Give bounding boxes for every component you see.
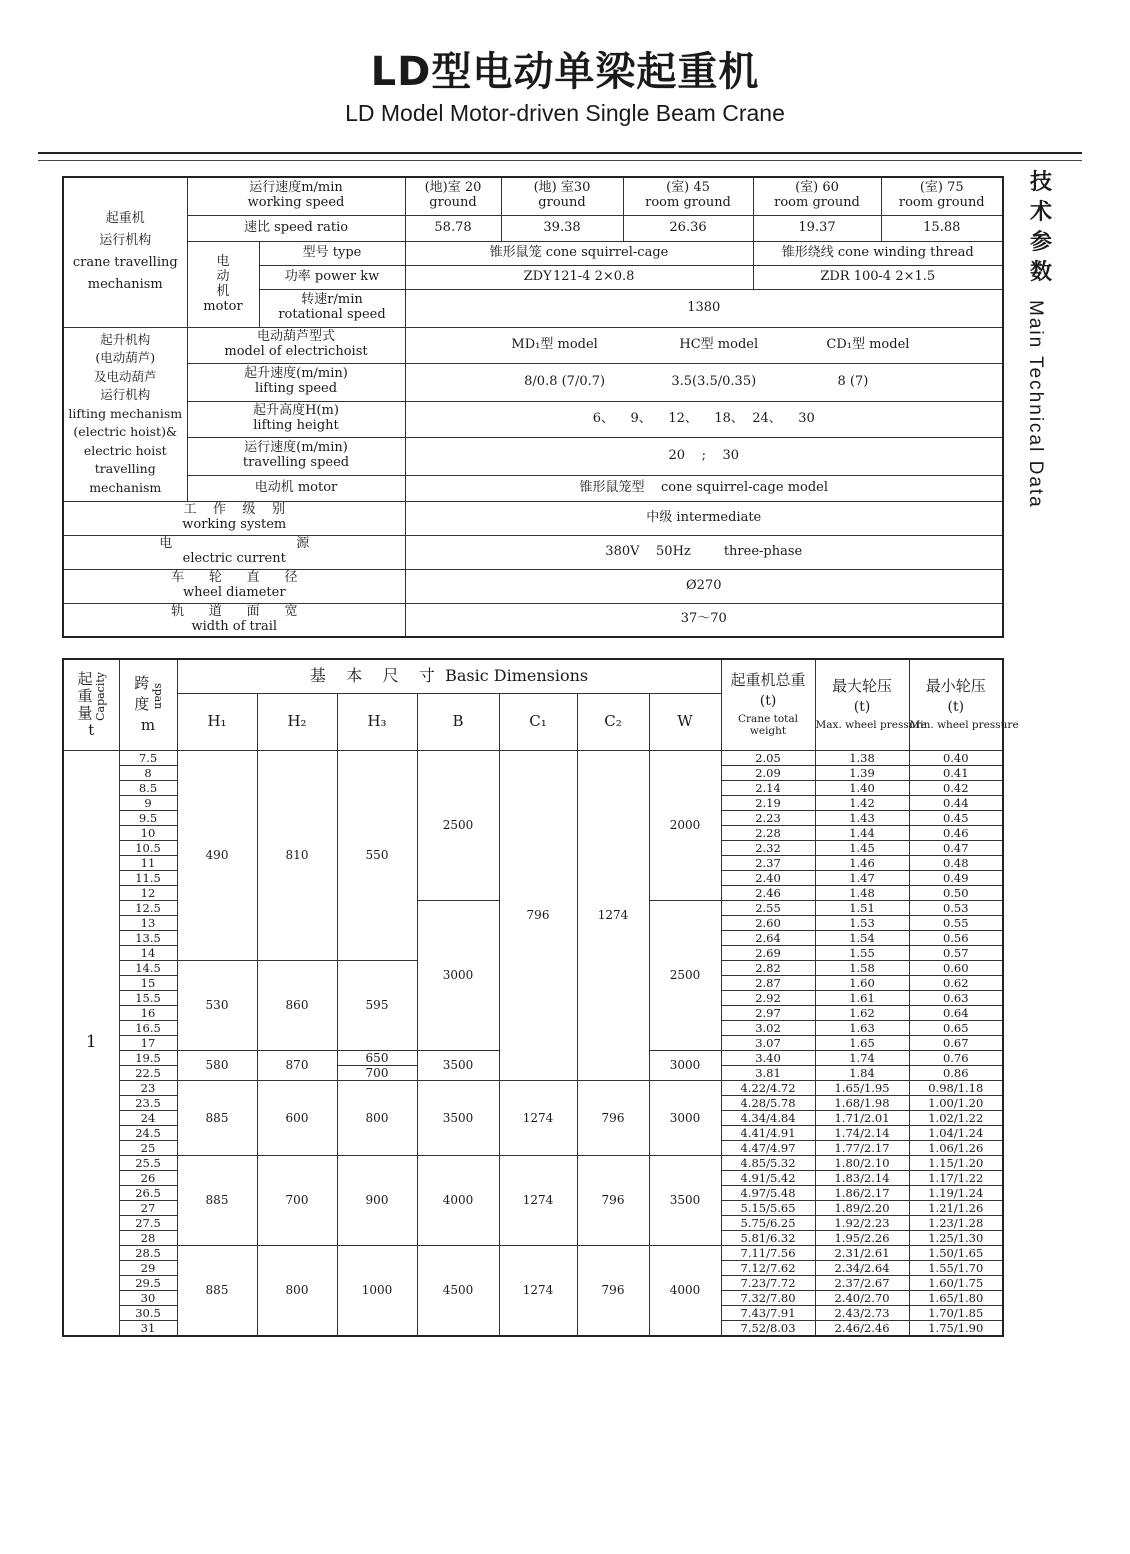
speed-col: (室) 45 room ground (623, 177, 753, 215)
speed-col: (地)室 20 ground (405, 177, 501, 215)
working-system-en: working system (182, 517, 287, 532)
h2-value: 800 (257, 1245, 337, 1336)
max-p-value: 1.45 (815, 840, 909, 855)
lifting-height-label: 起升高度H(m) lifting height (187, 401, 405, 437)
h2-value: 860 (257, 960, 337, 1050)
header-rule-thin (38, 160, 1082, 161)
max-p-value: 1.47 (815, 870, 909, 885)
wheel-diameter-value: Ø270 (405, 569, 1003, 603)
h2-value: 870 (257, 1050, 337, 1080)
speed-ratio: 39.38 (501, 215, 623, 241)
trail-width-value: 37～70 (405, 603, 1003, 637)
max-p-value: 1.80/2.10 (815, 1155, 909, 1170)
min-head-unit: (t) (947, 699, 965, 716)
min-p-value: 1.55/1.70 (909, 1260, 1003, 1275)
weights-value: 4.41/4.91 (721, 1125, 815, 1140)
lifting-height: 6、 9、 12、 18、 24、 30 (405, 401, 1003, 437)
travel-mechanism-label: 起重机 运行机构 crane travelling mechanism (63, 177, 187, 327)
span-value: 22.5 (119, 1065, 177, 1080)
h3-value: 650 (337, 1050, 417, 1065)
trail-width-cn: 轨 道 面 宽 (171, 603, 298, 619)
page-subtitle: LD Model Motor-driven Single Beam Crane (345, 100, 785, 126)
min-p-value: 1.00/1.20 (909, 1095, 1003, 1110)
speed-col: (室) 75 room ground (881, 177, 1003, 215)
span-unit: m (140, 716, 156, 735)
side-title-en: Main Technical Data (1025, 300, 1046, 509)
type-label: 型号 type (259, 241, 405, 265)
span-value: 31 (119, 1320, 177, 1336)
max-p-value: 1.65/1.95 (815, 1080, 909, 1095)
span-header (119, 659, 177, 750)
speed-ratio: 15.88 (881, 215, 1003, 241)
span-value: 26.5 (119, 1185, 177, 1200)
b-value: 3500 (417, 1050, 499, 1080)
b-value: 4000 (417, 1155, 499, 1245)
weights-value: 2.60 (721, 915, 815, 930)
max-p-value: 1.61 (815, 990, 909, 1005)
motor-power-b: ZDR 100-4 2×1.5 (753, 265, 1003, 289)
max-pressure-header (815, 659, 927, 750)
min-p-value: 0.40 (909, 750, 1003, 765)
min-p-value: 1.19/1.24 (909, 1185, 1003, 1200)
weights-value: 2.09 (721, 765, 815, 780)
max-p-value: 1.92/2.23 (815, 1215, 909, 1230)
span-value: 30 (119, 1290, 177, 1305)
weights-value: 5.15/5.65 (721, 1200, 815, 1215)
span-label-cn: 跨度 (132, 675, 151, 718)
max-p-value: 1.55 (815, 945, 909, 960)
span-value: 23.5 (119, 1095, 177, 1110)
max-p-value: 1.63 (815, 1020, 909, 1035)
min-p-value: 1.23/1.28 (909, 1215, 1003, 1230)
lifting-speed-label: 起升速度(m/min) lifting speed (187, 363, 405, 401)
min-p-value: 0.41 (909, 765, 1003, 780)
min-p-value: 0.65 (909, 1020, 1003, 1035)
col-head-c1: C₁ (499, 693, 577, 750)
h1-value: 885 (177, 1155, 257, 1245)
min-p-value: 0.44 (909, 795, 1003, 810)
max-p-value: 1.74 (815, 1050, 909, 1065)
weights-value: 7.32/7.80 (721, 1290, 815, 1305)
h2-value: 600 (257, 1080, 337, 1155)
span-value: 24.5 (119, 1125, 177, 1140)
max-p-value: 1.53 (815, 915, 909, 930)
lifting-speed: 3.5(3.5/0.35) (671, 373, 757, 389)
w-value: 3500 (649, 1155, 721, 1245)
min-p-value: 1.04/1.24 (909, 1125, 1003, 1140)
c1-value: 1274 (499, 1245, 577, 1336)
weight-head-cn: 起重机总重 (730, 671, 806, 690)
h3-value: 595 (337, 960, 417, 1050)
span-value: 26 (119, 1170, 177, 1185)
max-p-value: 1.68/1.98 (815, 1095, 909, 1110)
weights-value: 2.97 (721, 1005, 815, 1020)
capacity-label-en: Capacity (93, 671, 107, 721)
span-value: 10 (119, 825, 177, 840)
min-p-value: 1.25/1.30 (909, 1230, 1003, 1245)
weights-value: 3.81 (721, 1065, 815, 1080)
min-p-value: 1.70/1.85 (909, 1305, 1003, 1320)
span-value: 14.5 (119, 960, 177, 975)
speed-col: (地) 室30 ground (501, 177, 623, 215)
w-value: 4000 (649, 1245, 721, 1336)
min-p-value: 0.56 (909, 930, 1003, 945)
weights-value: 7.12/7.62 (721, 1260, 815, 1275)
h3-value: 550 (337, 750, 417, 960)
span-value: 12.5 (119, 900, 177, 915)
c2-value: 796 (577, 1245, 649, 1336)
weights-value: 7.43/7.91 (721, 1305, 815, 1320)
w-value: 3000 (649, 1050, 721, 1080)
weights-value: 4.85/5.32 (721, 1155, 815, 1170)
weights-value: 2.87 (721, 975, 815, 990)
max-p-value: 1.86/2.17 (815, 1185, 909, 1200)
span-value: 17 (119, 1035, 177, 1050)
min-p-value: 0.76 (909, 1050, 1003, 1065)
span-value: 24 (119, 1110, 177, 1125)
span-value: 8 (119, 765, 177, 780)
wheel-diameter-cn: 车 轮 直 径 (171, 570, 298, 586)
min-p-value: 1.17/1.22 (909, 1170, 1003, 1185)
b-value: 3500 (417, 1080, 499, 1155)
h1-value: 885 (177, 1080, 257, 1155)
weights-value: 2.05 (721, 750, 815, 765)
max-p-value: 1.62 (815, 1005, 909, 1020)
min-p-value: 0.57 (909, 945, 1003, 960)
span-value: 25 (119, 1140, 177, 1155)
h1-value: 580 (177, 1050, 257, 1080)
min-p-value: 0.62 (909, 975, 1003, 990)
working-speed-label: 运行速度m/min working speed (187, 177, 405, 215)
min-pressure-header (909, 659, 1019, 750)
col-head-h2: H₂ (257, 693, 337, 750)
table-row (63, 1080, 1003, 1095)
travelling-speed: 20 ; 30 (405, 437, 1003, 475)
min-p-value: 0.98/1.18 (909, 1080, 1003, 1095)
min-p-value: 1.50/1.65 (909, 1245, 1003, 1260)
col-head-h3: H₃ (337, 693, 417, 750)
speed-ratio: 58.78 (405, 215, 501, 241)
min-p-value: 1.02/1.22 (909, 1110, 1003, 1125)
max-p-value: 1.83/2.14 (815, 1170, 909, 1185)
span-value: 13.5 (119, 930, 177, 945)
max-p-value: 1.77/2.17 (815, 1140, 909, 1155)
hoist-model: HC型 model (679, 336, 759, 352)
min-p-value: 0.55 (909, 915, 1003, 930)
max-p-value: 1.42 (815, 795, 909, 810)
wheel-diameter-en: wheel diameter (182, 585, 286, 600)
min-p-value: 1.15/1.20 (909, 1155, 1003, 1170)
weights-value: 2.46 (721, 885, 815, 900)
min-p-value: 0.49 (909, 870, 1003, 885)
span-value: 7.5 (119, 750, 177, 765)
min-p-value: 0.67 (909, 1035, 1003, 1050)
c2-value: 796 (577, 1080, 649, 1155)
min-p-value: 1.21/1.26 (909, 1200, 1003, 1215)
col-head-c2: C₂ (577, 693, 649, 750)
span-value: 16.5 (119, 1020, 177, 1035)
max-p-value: 1.89/2.20 (815, 1200, 909, 1215)
max-p-value: 1.38 (815, 750, 909, 765)
weights-value: 4.34/4.84 (721, 1110, 815, 1125)
weights-value: 7.52/8.03 (721, 1320, 815, 1336)
max-p-value: 1.48 (815, 885, 909, 900)
capacity-unit: t (88, 720, 95, 739)
max-head-cn: 最大轮压 (832, 677, 893, 696)
max-p-value: 2.46/2.46 (815, 1320, 909, 1336)
min-p-value: 0.63 (909, 990, 1003, 1005)
speed-ratio: 26.36 (623, 215, 753, 241)
weights-value: 7.23/7.72 (721, 1275, 815, 1290)
hoist-model: MD₁型 model (511, 336, 598, 352)
max-p-value: 1.43 (815, 810, 909, 825)
min-p-value: 0.42 (909, 780, 1003, 795)
max-p-value: 1.54 (815, 930, 909, 945)
weights-value: 2.23 (721, 810, 815, 825)
min-p-value: 0.48 (909, 855, 1003, 870)
weights-value: 5.75/6.25 (721, 1215, 815, 1230)
electric-current-cn: 电 源 (159, 536, 310, 552)
power-label: 功率 power kw (259, 265, 405, 289)
motor-power-a: ZDY 121-4 2×0.8 (405, 265, 753, 289)
weights-value: 2.32 (721, 840, 815, 855)
weights-value: 4.28/5.78 (721, 1095, 815, 1110)
capacity-label-cn: 起重量 (75, 670, 94, 722)
max-p-value: 2.43/2.73 (815, 1305, 909, 1320)
wheel-diameter-label (63, 569, 405, 603)
b-value: 2500 (417, 750, 499, 900)
h2-value: 810 (257, 750, 337, 960)
w-value: 2500 (649, 900, 721, 1050)
basic-dimensions-header: 基 本 尺 寸 Basic Dimensions (177, 659, 721, 693)
max-p-value: 1.71/2.01 (815, 1110, 909, 1125)
working-system-value: 中级 intermediate (405, 501, 1003, 535)
electric-current-en: electric current (182, 551, 286, 566)
weights-value: 2.19 (721, 795, 815, 810)
electric-current-label (63, 535, 405, 569)
span-value: 30.5 (119, 1305, 177, 1320)
motor-label: 电 动 机 motor (187, 241, 259, 327)
col-head-b: B (417, 693, 499, 750)
speed-ratio-label: 速比 speed ratio (187, 215, 405, 241)
capacity-header (63, 659, 119, 750)
min-p-value: 0.50 (909, 885, 1003, 900)
table-row (63, 1155, 1003, 1170)
h1-value: 530 (177, 960, 257, 1050)
c1-value: 1274 (499, 1155, 577, 1245)
weights-value: 2.92 (721, 990, 815, 1005)
lifting-speeds (405, 363, 1003, 401)
span-value: 28.5 (119, 1245, 177, 1260)
w-value: 2000 (649, 750, 721, 900)
max-p-value: 2.37/2.67 (815, 1275, 909, 1290)
max-p-value: 1.60 (815, 975, 909, 990)
header-rule (38, 152, 1082, 154)
table-row (63, 1245, 1003, 1260)
max-p-value: 1.46 (815, 855, 909, 870)
span-value: 28 (119, 1230, 177, 1245)
min-p-value: 0.45 (909, 810, 1003, 825)
c2-value: 796 (577, 1155, 649, 1245)
speed-col: (室) 60 room ground (753, 177, 881, 215)
min-p-value: 1.65/1.80 (909, 1290, 1003, 1305)
min-p-value: 0.60 (909, 960, 1003, 975)
motor-type-b: 锥形绕线 cone winding thread (753, 241, 1003, 265)
weight-header (721, 659, 815, 750)
min-head-cn: 最小轮压 (925, 677, 986, 696)
max-p-value: 1.40 (815, 780, 909, 795)
weights-value: 2.55 (721, 900, 815, 915)
c1-value: 796 (499, 750, 577, 1080)
weights-value: 3.07 (721, 1035, 815, 1050)
hoist-models (405, 327, 1003, 363)
c2-value: 1274 (577, 750, 649, 1080)
min-p-value: 0.86 (909, 1065, 1003, 1080)
span-value: 11.5 (119, 870, 177, 885)
max-p-value: 1.51 (815, 900, 909, 915)
weights-value: 4.91/5.42 (721, 1170, 815, 1185)
max-p-value: 1.84 (815, 1065, 909, 1080)
weights-value: 7.11/7.56 (721, 1245, 815, 1260)
span-value: 15.5 (119, 990, 177, 1005)
weights-value: 5.81/6.32 (721, 1230, 815, 1245)
hoist-model-label: 电动葫芦型式 model of electrichoist (187, 327, 405, 363)
weight-head-unit: (t) (759, 693, 777, 710)
span-value: 23 (119, 1080, 177, 1095)
capacity-value: 1 (63, 750, 119, 1336)
max-p-value: 2.40/2.70 (815, 1290, 909, 1305)
side-title-cn: 技术参数 (1029, 170, 1052, 285)
max-p-value: 1.74/2.14 (815, 1125, 909, 1140)
span-value: 14 (119, 945, 177, 960)
span-value: 13 (119, 915, 177, 930)
trail-width-en: width of trail (191, 618, 278, 634)
min-p-value: 0.53 (909, 900, 1003, 915)
span-value: 19.5 (119, 1050, 177, 1065)
rotational-speed: 1380 (405, 289, 1003, 327)
h3-value: 700 (337, 1065, 417, 1080)
min-p-value: 1.75/1.90 (909, 1320, 1003, 1336)
working-system-cn: 工 作 级 别 (183, 502, 286, 518)
working-system-label (63, 501, 405, 535)
trail-width-label (63, 603, 405, 637)
travelling-speed-label: 运行速度(m/min) travelling speed (187, 437, 405, 475)
span-value: 27 (119, 1200, 177, 1215)
max-p-value: 1.44 (815, 825, 909, 840)
max-p-value: 1.58 (815, 960, 909, 975)
max-p-value: 1.65 (815, 1035, 909, 1050)
h2-value: 700 (257, 1155, 337, 1245)
b-value: 4500 (417, 1245, 499, 1336)
min-p-value: 1.60/1.75 (909, 1275, 1003, 1290)
electric-current-value: 380V 50Hz three-phase (405, 535, 1003, 569)
span-label-en: span (151, 682, 165, 710)
motor-type-a: 锥形鼠笼 cone squirrel-cage (405, 241, 753, 265)
span-value: 16 (119, 1005, 177, 1020)
weights-value: 2.14 (721, 780, 815, 795)
weights-value: 2.64 (721, 930, 815, 945)
weights-value: 3.40 (721, 1050, 815, 1065)
span-value: 15 (119, 975, 177, 990)
technical-data-table (62, 176, 1004, 638)
weights-value: 4.97/5.48 (721, 1185, 815, 1200)
h1-value: 490 (177, 750, 257, 960)
weights-value: 4.22/4.72 (721, 1080, 815, 1095)
span-value: 25.5 (119, 1155, 177, 1170)
span-value: 29 (119, 1260, 177, 1275)
table-row (63, 750, 1003, 765)
weights-value: 2.69 (721, 945, 815, 960)
min-p-value: 0.64 (909, 1005, 1003, 1020)
max-p-value: 2.34/2.64 (815, 1260, 909, 1275)
motor2-label: 电动机 motor (187, 475, 405, 501)
max-head-unit: (t) (853, 699, 871, 716)
speed-ratio: 19.37 (753, 215, 881, 241)
lifting-speed: 8/0.8 (7/0.7) (524, 373, 606, 389)
span-value: 9.5 (119, 810, 177, 825)
rotational-speed-label: 转速r/min rotational speed (259, 289, 405, 327)
span-value: 11 (119, 855, 177, 870)
page-title: LD型电动单梁起重机 (370, 49, 760, 95)
weights-value: 2.28 (721, 825, 815, 840)
span-value: 10.5 (119, 840, 177, 855)
col-head-h1: H₁ (177, 693, 257, 750)
max-p-value: 1.95/2.26 (815, 1230, 909, 1245)
weights-value: 3.02 (721, 1020, 815, 1035)
col-head-w: W (649, 693, 721, 750)
lifting-mechanism-label: 起升机构 (电动葫芦) 及电动葫芦 运行机构 lifting mechanism (electric hoist)& electric hoist travelling mechanism (63, 327, 187, 501)
min-p-value: 0.47 (909, 840, 1003, 855)
span-value: 12 (119, 885, 177, 900)
weights-value: 4.47/4.97 (721, 1140, 815, 1155)
h3-value: 1000 (337, 1245, 417, 1336)
span-value: 27.5 (119, 1215, 177, 1230)
weights-value: 2.40 (721, 870, 815, 885)
weight-head-en: Crane total weight (738, 713, 799, 738)
max-head-en: Max. wheel pressure (815, 719, 927, 732)
h1-value: 885 (177, 1245, 257, 1336)
lifting-speed: 8 (7) (837, 373, 869, 389)
min-p-value: 0.46 (909, 825, 1003, 840)
hoist-model: CD₁型 model (826, 336, 910, 352)
weights-value: 2.37 (721, 855, 815, 870)
max-p-value: 2.31/2.61 (815, 1245, 909, 1260)
motor2-value: 锥形鼠笼型 cone squirrel-cage model (405, 475, 1003, 501)
w-value: 3000 (649, 1080, 721, 1155)
b-value: 3000 (417, 900, 499, 1050)
min-p-value: 1.06/1.26 (909, 1140, 1003, 1155)
span-value: 8.5 (119, 780, 177, 795)
weights-value: 2.82 (721, 960, 815, 975)
max-p-value: 1.39 (815, 765, 909, 780)
span-value: 29.5 (119, 1275, 177, 1290)
min-head-en: Min. wheel pressure (909, 719, 1019, 732)
h3-value: 900 (337, 1155, 417, 1245)
basic-dimensions-table (62, 658, 1019, 1337)
c1-value: 1274 (499, 1080, 577, 1155)
span-value: 9 (119, 795, 177, 810)
h3-value: 800 (337, 1080, 417, 1155)
